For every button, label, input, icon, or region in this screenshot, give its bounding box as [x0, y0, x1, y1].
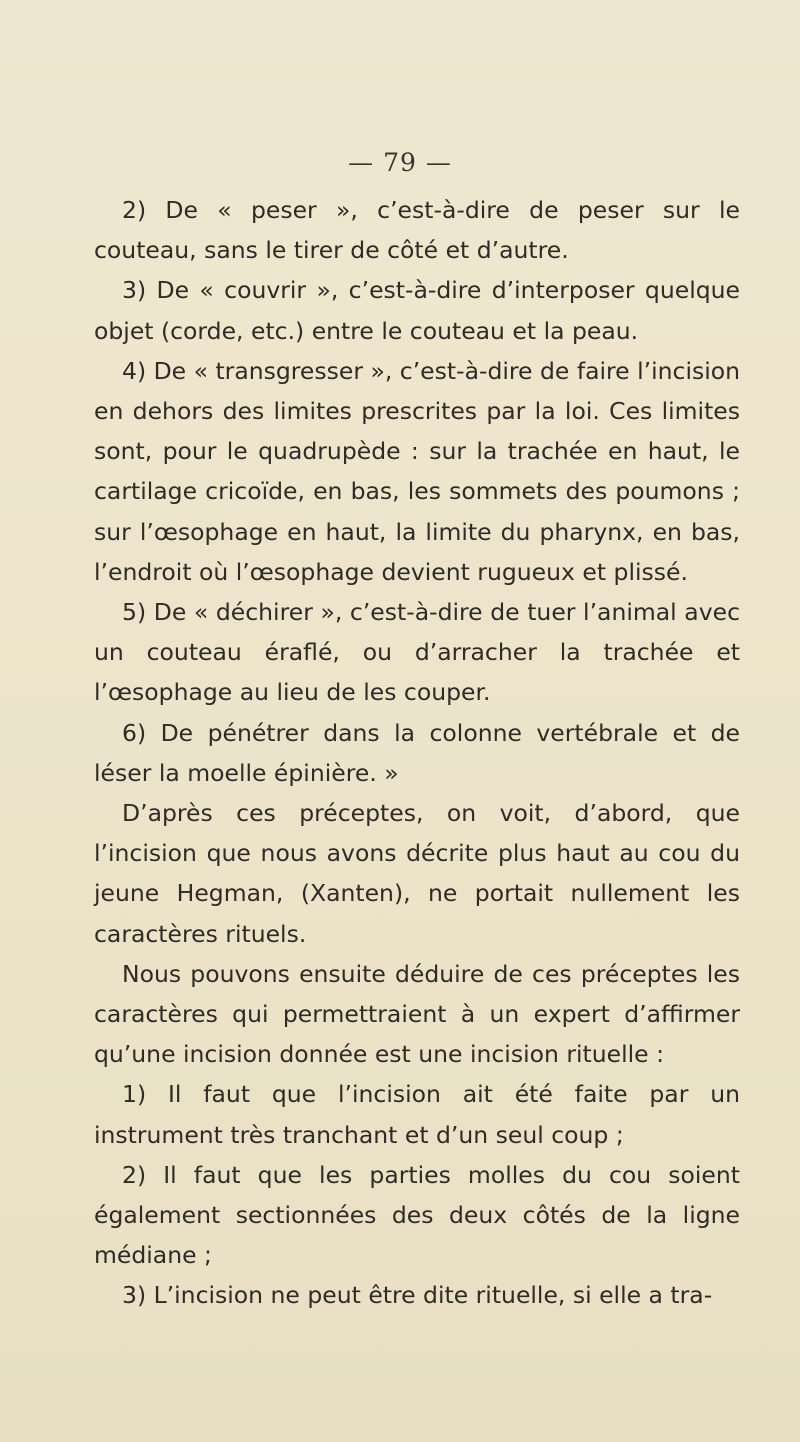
- paragraph: 3) De « couvrir », c’est-à-dire d’interposer quelque objet (corde, etc.) entre le couteau et la peau.: [94, 276, 740, 345]
- paragraph: 2) Il faut que les parties molles du cou soient également sectionnées des deux côtés de la ligne médiane ;: [94, 1160, 740, 1270]
- paragraph: Nous pouvons ensuite déduire de ces préceptes les caractères qui permettraient à un expert d’affirmer qu’une incision donnée est une incision rituelle :: [94, 959, 740, 1069]
- paragraph: 6) De pénétrer dans la colonne vertébrale et de léser la moelle épinière. »: [94, 718, 740, 787]
- paragraph: D’après ces préceptes, on voit, d’abord, que l’incision que nous avons décrite plus haut au cou du jeune Hegman, (Xanten), ne portait nullement les caractères rituels.: [94, 799, 740, 948]
- paragraph: 1) Il faut que l’incision ait été faite par un instrument très tranchant et d’un seul coup ;: [94, 1080, 740, 1149]
- body-text: [94, 190, 740, 1316]
- paragraph: 5) De « déchirer », c’est-à-dire de tuer l’animal avec un couteau éraflé, ou d’arracher la trachée et l’œsophage au lieu de les couper.: [94, 598, 740, 707]
- page-number: — 79 —: [348, 148, 452, 177]
- paragraph: 4) De « transgresser », c’est-à-dire de faire l’incision en dehors des limites prescrites par la loi. Ces limites sont, pour le quadrupède : sur la trachée en haut, le cartilage cricoïde, en bas, les sommets des poumons ; sur l’œsophage en haut, la limite du pharynx, en bas, l’endroit où l’œsophage devient rugueux et plissé.: [94, 356, 741, 586]
- paragraph: 2) De « peser », c’est-à-dire de peser sur le couteau, sans le tirer de côté et d’autre.: [94, 196, 740, 265]
- paragraph: 3) L’incision ne peut être dite rituelle, si elle a tra-: [122, 1281, 713, 1310]
